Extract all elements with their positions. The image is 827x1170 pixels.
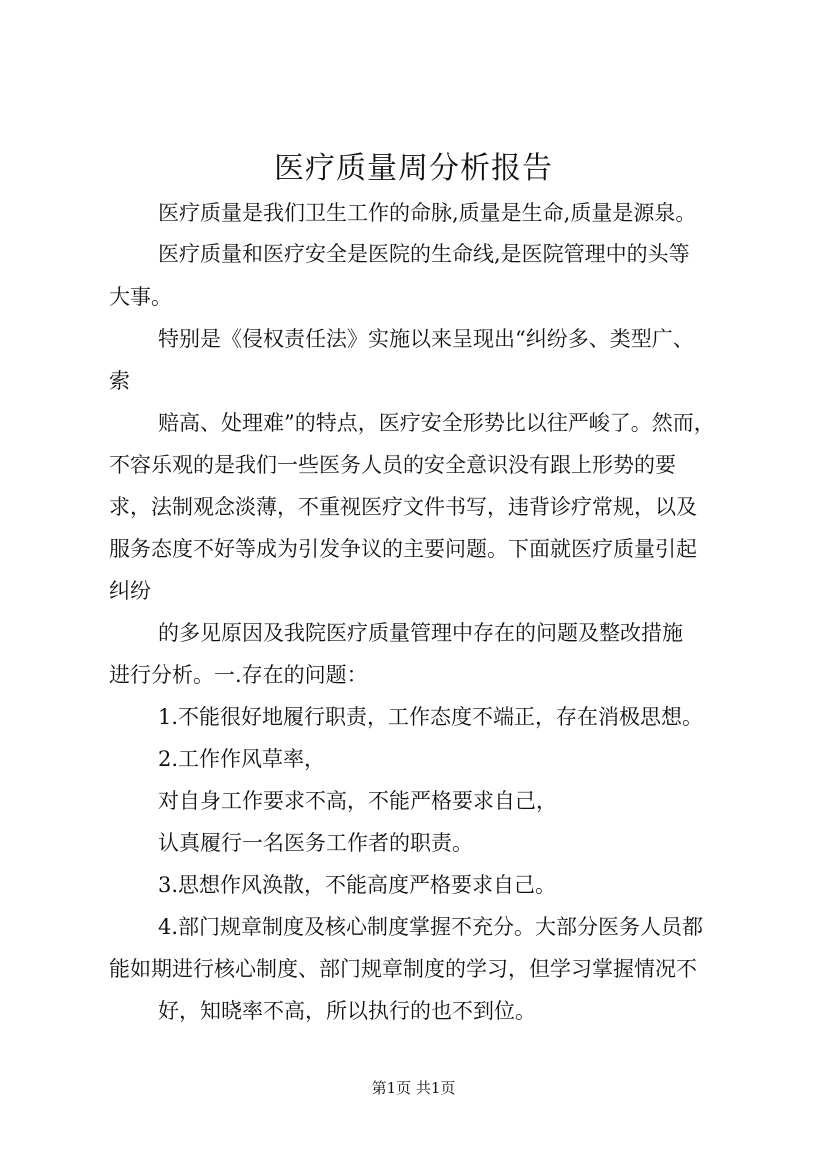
paragraph-line: 医疗质量和医疗安全是医院的生命线,是医院管理中的头等 xyxy=(158,242,690,266)
paragraph-line: 的多见原因及我院医疗质量管理中存在的问题及整改措施 xyxy=(158,621,683,645)
paragraph-line: 大事。 xyxy=(109,285,172,309)
paragraph-line: 能如期进行核心制度、部门规章制度的学习，但学习掌握情况不 xyxy=(109,957,697,981)
paragraph-line: 3.思想作风涣散，不能高度严格要求自己。 xyxy=(158,873,557,897)
paragraph-line: 服务态度不好等成为引发争议的主要问题。下面就医疗质量引起 xyxy=(109,537,697,561)
paragraph-line: 对自身工作要求不高，不能严格要求自己， xyxy=(158,789,557,813)
paragraph-line: 特别是《侵权责任法》实施以来呈现出“纠纷多、类型广、 xyxy=(158,327,694,351)
document-title: 医疗质量周分析报告 xyxy=(274,151,553,186)
paragraph-line: 认真履行一名医务工作者的职责。 xyxy=(158,831,473,855)
paragraph-line: 求，法制观念淡薄，不重视医疗文件书写，违背诊疗常规，以及 xyxy=(109,495,697,519)
paragraph-line: 不容乐观的是我们一些医务人员的安全意识没有跟上形势的要 xyxy=(109,453,676,477)
paragraph-line: 2.工作作风草率， xyxy=(158,747,326,771)
paragraph-line: 4.部门规章制度及核心制度掌握不充分。大部分医务人员都 xyxy=(158,915,704,939)
paragraph-line: 赔高、处理难”的特点，医疗安全形势比以往严峻了。然而， xyxy=(158,411,715,435)
paragraph-line: 1.不能很好地履行职责，工作态度不端正，存在消极思想。 xyxy=(158,705,704,729)
paragraph-line: 医疗质量是我们卫生工作的命脉,质量是生命,质量是源泉。 xyxy=(158,201,697,225)
paragraph-line: 纠纷 xyxy=(109,579,151,603)
paragraph-line: 好，知晓率不高，所以执行的也不到位。 xyxy=(158,999,536,1023)
page-footer: 第1页 共1页 xyxy=(371,1079,456,1097)
paragraph-line: 进行分析。一.存在的问题： xyxy=(109,663,368,687)
paragraph-line: 索 xyxy=(109,369,130,393)
